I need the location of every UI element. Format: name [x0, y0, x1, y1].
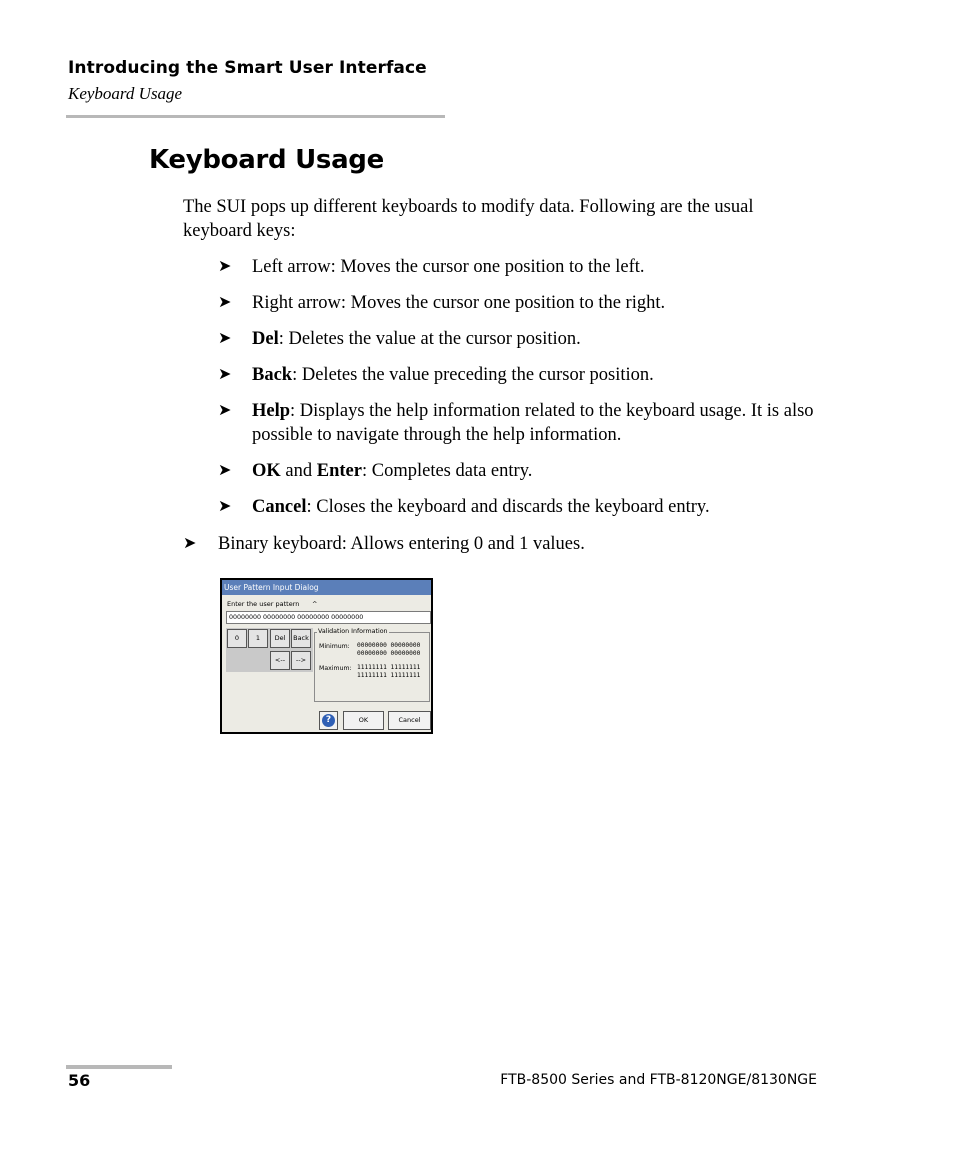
list-item: ➤ Right arrow: Moves the cursor one position to the right. [218, 293, 666, 313]
arrow-bullet-icon: ➤ [218, 294, 232, 311]
list-item: ➤ Cancel: Closes the keyboard and discards the keyboard entry. [218, 497, 710, 517]
pattern-input[interactable]: 00000000 00000000 00000000 00000000 [226, 611, 431, 624]
pattern-prompt: Enter the user pattern [227, 600, 300, 608]
list-item: ➤ Del: Deletes the value at the cursor position. [218, 329, 581, 349]
cursor-icon: ^ [312, 600, 318, 608]
arrow-bullet-icon: ➤ [218, 402, 232, 419]
arrow-bullet-icon: ➤ [218, 462, 232, 479]
help-icon: ? [322, 714, 335, 727]
minimum-value-line-1: 00000000 00000000 [357, 642, 421, 649]
footer-rule [66, 1065, 172, 1069]
minimum-label: Minimum: [319, 643, 350, 650]
ok-button[interactable]: OK [343, 711, 384, 730]
dialog-title: User Pattern Input Dialog [222, 580, 431, 595]
arrow-bullet-icon: ➤ [218, 330, 232, 347]
minimum-value-line-2: 00000000 00000000 [357, 650, 421, 657]
key-list [218, 255, 838, 531]
header-rule [66, 115, 445, 118]
section-subtitle: Keyboard Usage [68, 84, 183, 103]
maximum-label: Maximum: [319, 665, 352, 672]
list-item: ➤ Back: Deletes the value preceding the cursor position. [218, 365, 654, 385]
user-pattern-dialog-screenshot [220, 578, 433, 734]
list-item: ➤ OK and Enter: Completes data entry. [218, 461, 533, 481]
del-button[interactable]: Del [270, 629, 290, 648]
key-1-button[interactable]: 1 [248, 629, 268, 648]
arrow-bullet-icon: ➤ [218, 498, 232, 515]
list-item: ➤ Help: Displays the help information related to the keyboard usage. It is also possible to navigate through the help information. [218, 401, 814, 445]
left-arrow-button[interactable]: <-- [270, 651, 290, 670]
maximum-value-line-2: 11111111 11111111 [357, 672, 421, 679]
list-item: ➤ Left arrow: Moves the cursor one position to the left. [218, 257, 645, 277]
intro-paragraph: The SUI pops up different keyboards to modify data. Following are the usual keyboard keys: [183, 197, 754, 241]
chapter-title: Introducing the Smart User Interface [68, 58, 427, 78]
page-number: 56 [68, 1071, 91, 1090]
binary-keypad [226, 628, 313, 672]
page-title: Keyboard Usage [149, 145, 384, 175]
right-arrow-button[interactable]: --> [291, 651, 311, 670]
running-header [68, 58, 427, 104]
validation-title: Validation Information [318, 628, 388, 635]
arrow-bullet-icon: ➤ [218, 366, 232, 383]
maximum-value-line-1: 11111111 11111111 [357, 664, 421, 671]
back-button[interactable]: Back [291, 629, 311, 648]
help-button[interactable] [319, 711, 338, 730]
key-0-button[interactable]: 0 [227, 629, 247, 648]
product-name: FTB-8500 Series and FTB-8120NGE/8130NGE [500, 1072, 817, 1088]
arrow-bullet-icon: ➤ [183, 535, 197, 552]
arrow-bullet-icon: ➤ [218, 258, 232, 275]
cancel-button[interactable]: Cancel [388, 711, 431, 730]
binary-keyboard-item: ➤ Binary keyboard: Allows entering 0 and 1 values. [183, 534, 585, 554]
